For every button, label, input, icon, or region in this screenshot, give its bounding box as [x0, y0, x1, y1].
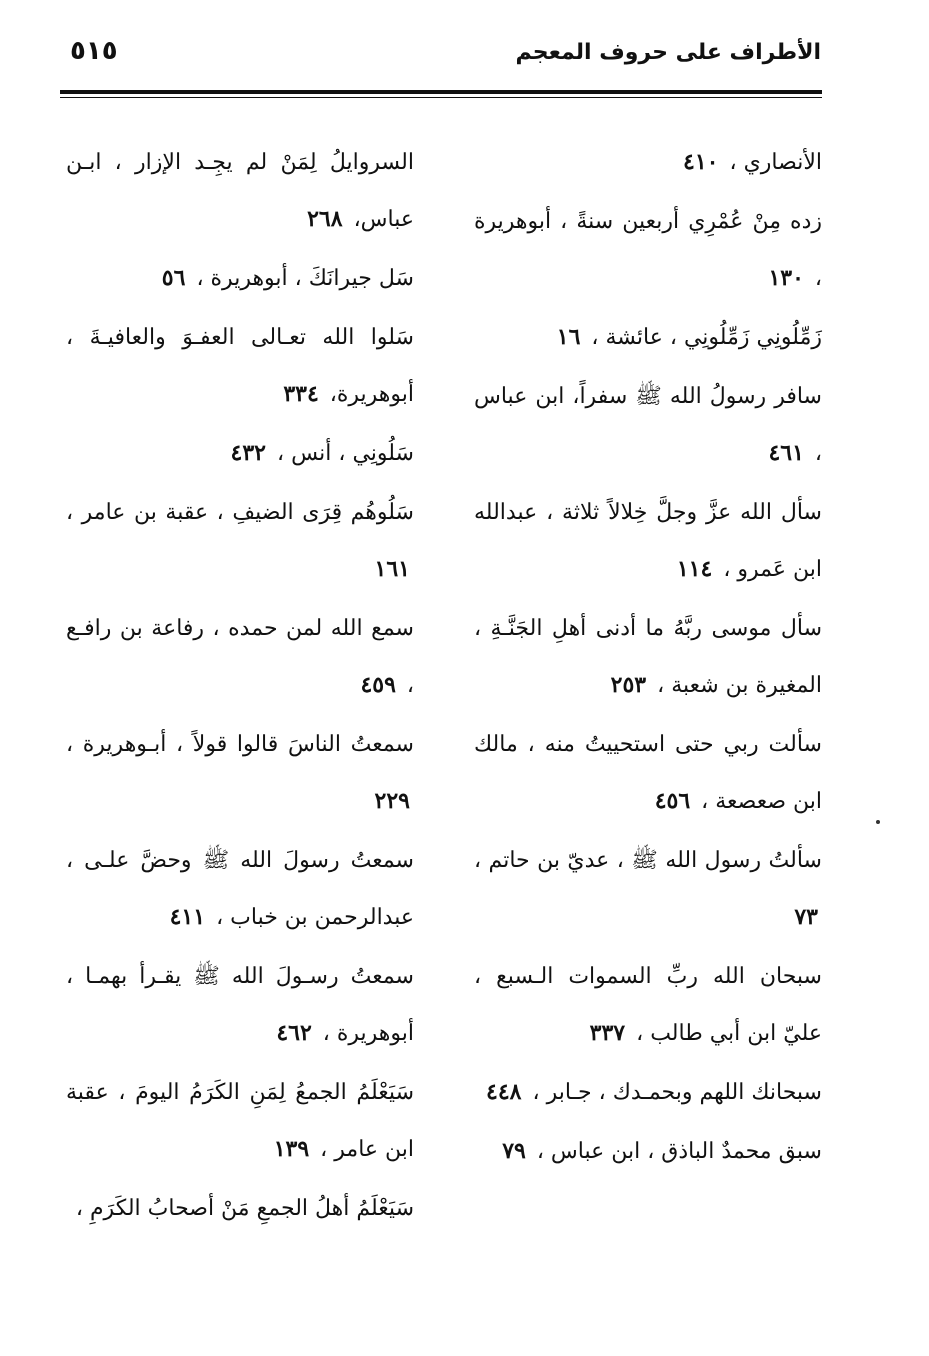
- entry-text: سَيَعْلَمُ أهلُ الجمعِ مَنْ أصحابُ الكَرَمِ ،: [75, 1196, 414, 1221]
- entry-page-ref: ٤٦٢: [276, 1020, 312, 1046]
- index-entry: [66, 600, 414, 714]
- index-entry: [474, 948, 822, 1062]
- index-entry: [66, 309, 414, 423]
- entry-page-ref: ٧٩: [502, 1138, 526, 1164]
- index-entry: [474, 600, 822, 714]
- index-entry: [66, 250, 414, 307]
- print-speck: [876, 820, 880, 824]
- entry-page-ref: ١٦١: [374, 556, 410, 582]
- index-column-right: [474, 134, 822, 1182]
- entry-page-ref: ٢٢٩: [374, 788, 410, 814]
- entry-page-ref: ٤٤٨: [486, 1079, 522, 1105]
- index-entry: [474, 1064, 822, 1121]
- index-entry: [66, 425, 414, 482]
- entry-text: سَيَعْلَمُ الجمعُ لِمَنِ الكَرَمُ اليومَ ، عقبة ابن عامر ،: [66, 1080, 414, 1162]
- index-entry: [474, 484, 822, 598]
- index-entry: [66, 716, 414, 830]
- index-entry: [66, 948, 414, 1062]
- index-entry: [474, 309, 822, 366]
- entry-page-ref: ٢٦٨: [307, 206, 343, 232]
- index-entry: [66, 484, 414, 598]
- index-entry: [474, 193, 822, 307]
- running-header-title: الأطراف على حروف المعجم: [515, 40, 821, 65]
- index-entry: [474, 368, 822, 482]
- entry-page-ref: ٤١١: [169, 904, 206, 930]
- entry-text: سافر رسولُ الله ﷺ سفراً، ابن عباس ،: [474, 384, 822, 466]
- entry-page-ref: ٢٥٣: [610, 672, 647, 698]
- index-entry: [66, 832, 414, 946]
- entry-page-ref: ١٦: [556, 324, 581, 350]
- entry-page-ref: ٤٦١: [768, 440, 804, 466]
- entry-text: سأل الله عزَّ وجلَّ خِلالاً ثلاثة ، عبدالله ابن عَمرو ،: [474, 500, 822, 582]
- index-entry: [474, 1123, 822, 1180]
- entry-text: سمعتُ رسولَ الله ﷺ وحضَّ علـى ، عبدالرحمن بن خباب ،: [66, 848, 414, 930]
- entry-page-ref: ٤٥٩: [360, 672, 396, 698]
- entry-text: سمع الله لمن حمده ، رفاعة بن رافـع ،: [66, 616, 414, 698]
- entry-page-ref: ١١٤: [676, 556, 713, 582]
- entry-text: السروايلُ لِمَنْ لم يجِـد الإزار ، ابـن عباس،: [66, 150, 414, 232]
- index-entry: [66, 1064, 414, 1178]
- entry-text: سألتُ رسول الله ﷺ ، عديّ بن حاتم ،: [474, 848, 822, 873]
- index-entry: [66, 134, 414, 248]
- entry-text: سَل جيرانَكَ ، أبوهريرة ،: [196, 266, 414, 291]
- entry-text: زَمِّلُونِي زَمِّلُونِي ، عائشة ،: [591, 325, 822, 350]
- page-number: ٥١٥: [70, 36, 118, 66]
- index-entry: [66, 1180, 414, 1237]
- header-rule-thick: [60, 90, 822, 94]
- entry-text: سبحانك اللهم وبحمـدك ، جـابر ،: [532, 1080, 822, 1105]
- entry-text: سَلوا الله تعـالى العفـوَ والعافيـةَ ، أبوهريرة،: [66, 325, 414, 407]
- entry-page-ref: ٣٣٤: [283, 381, 319, 407]
- entry-text: سألت ربي حتى استحييتُ منه ، مالك ابن صعصعة ،: [474, 732, 822, 814]
- entry-page-ref: ٣٣٧: [589, 1020, 626, 1046]
- index-entry: [474, 832, 822, 946]
- entry-text: سبحان الله ربِّ السموات الـسبع ، عليّ ابن أبي طالب ،: [474, 964, 822, 1046]
- header-rule-thin: [60, 97, 822, 98]
- entry-text: سمعتُ الناسَ قالوا قولاً ، أبـوهريرة ،: [66, 732, 414, 757]
- entry-text: الأنصاري ،: [729, 150, 822, 175]
- entry-page-ref: ٤٣٢: [230, 440, 266, 466]
- index-entry: [474, 716, 822, 830]
- entry-page-ref: ١٣٠: [768, 265, 804, 291]
- entry-page-ref: ٤٥٦: [654, 788, 691, 814]
- entry-page-ref: ٥٦: [161, 265, 186, 291]
- entry-text: سأل موسى ربَّهُ ما أدنى أهلِ الجَنَّـةِ ، المغيرة بن شعبة ،: [474, 616, 822, 698]
- entry-text: سَلُوهُم قِرَى الضيفِ ، عقبة بن عامر ،: [66, 500, 414, 525]
- entry-page-ref: ١٣٩: [273, 1136, 310, 1162]
- entry-page-ref: ٧٣: [794, 904, 818, 930]
- index-column-left: [66, 134, 414, 1239]
- entry-page-ref: ٤١٠: [683, 149, 719, 175]
- entry-text: سمعتُ رسـولَ الله ﷺ يقـرأ بهمـا ، أبوهريرة ،: [66, 964, 414, 1046]
- index-entry: [474, 134, 822, 191]
- entry-text: سبق محمدٌ الباذق ، ابن عباس ،: [536, 1139, 822, 1164]
- entry-text: زده مِنْ عُمْرِي أربعين سنةً ، أبوهريرة ،: [474, 209, 822, 291]
- entry-text: سَلُونِي ، أنس ،: [276, 441, 414, 466]
